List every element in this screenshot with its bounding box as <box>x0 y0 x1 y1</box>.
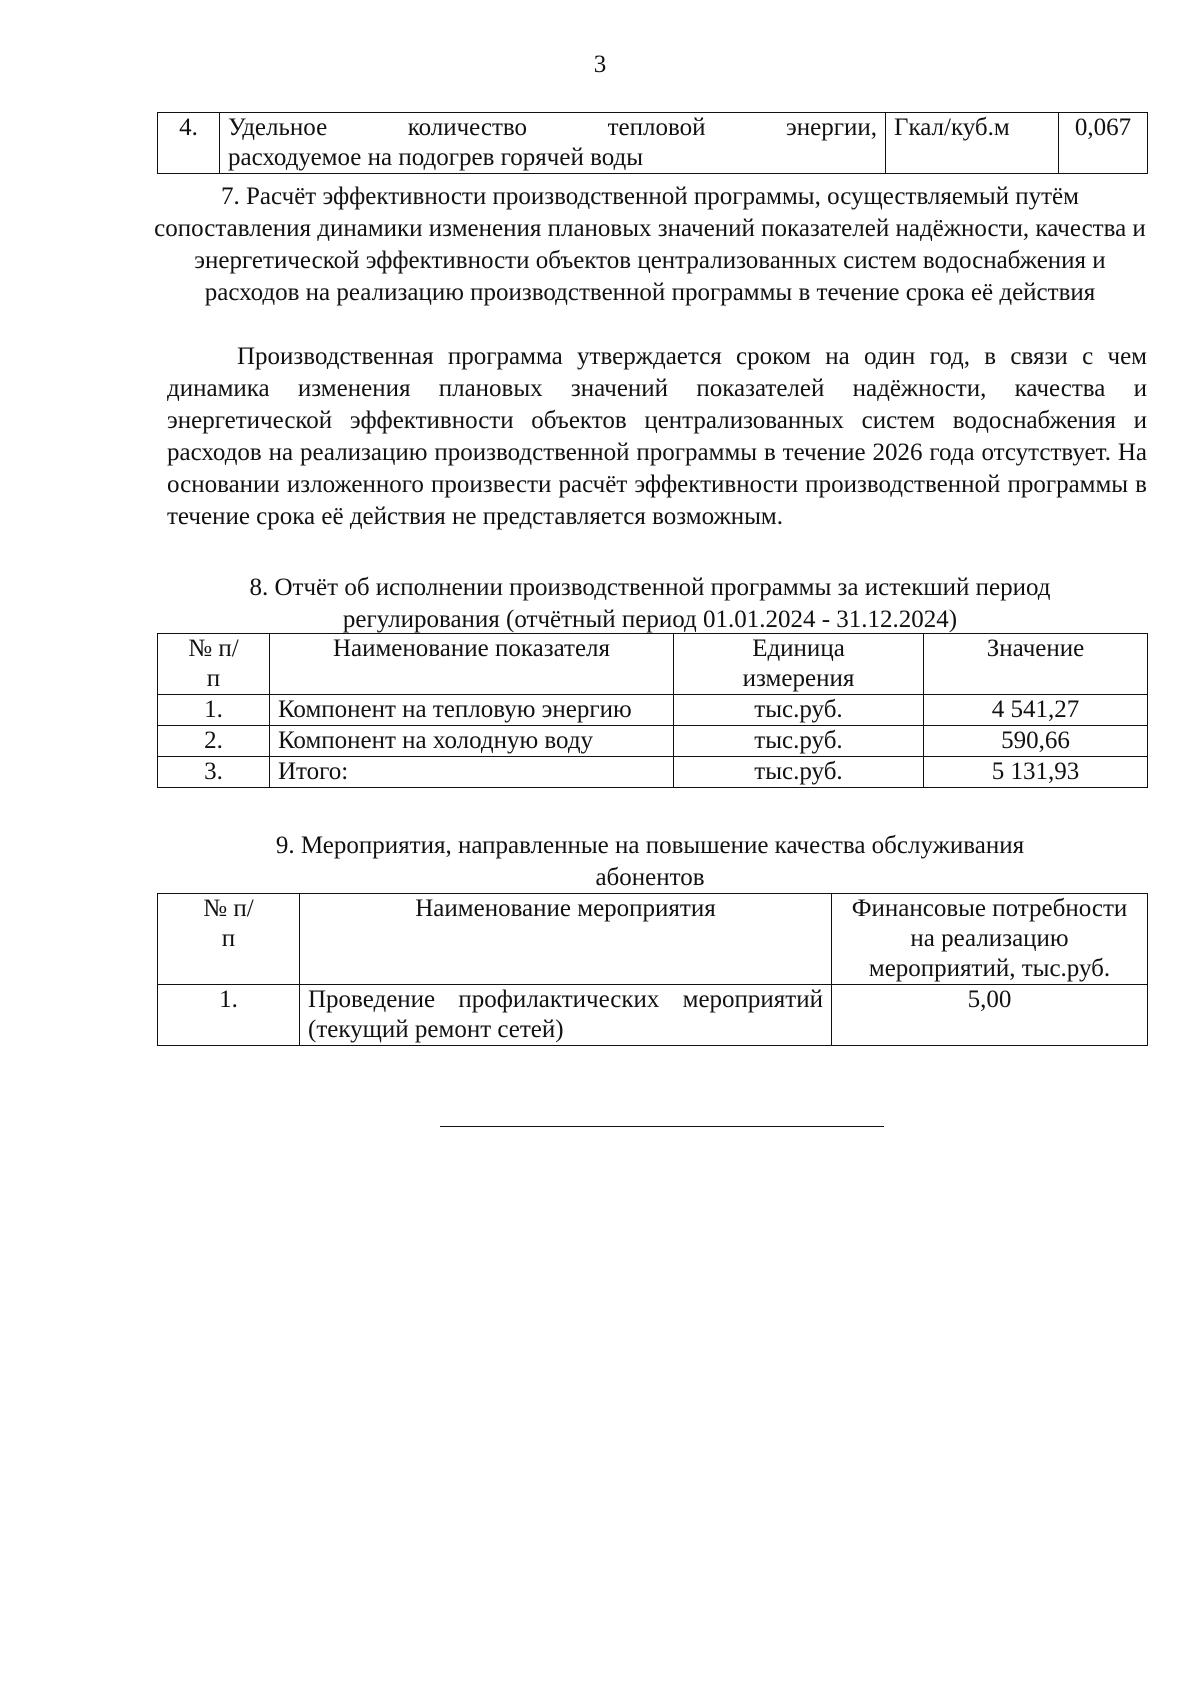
row-unit: тыс.руб. <box>674 726 924 757</box>
indicator-table-continued <box>157 112 1148 174</box>
section7-paragraph-text: Производственная программа утверждается сроком на один год, в связи с чем динамика изменения плановых значений показателей надёжности, качества и энергетической эффективности объектов централизованных систем водоснабжения и расходов на реализацию производственной программы в течение 2026 года отсутствует. На основании изложенного произвести расчёт эффективности производственной программы в течение срока её действия не представляется возможным. <box>167 343 1147 530</box>
end-rule <box>440 1126 884 1127</box>
row-unit: тыс.руб. <box>674 757 924 788</box>
indicator-name <box>220 113 886 174</box>
table-row <box>158 757 1148 788</box>
row-measure: Проведение профилактических мероприятий (текущий ремонт сетей) <box>300 985 832 1046</box>
header-value: Значение <box>924 634 1148 695</box>
measures-table <box>157 893 1148 1046</box>
table-header-row <box>158 894 1148 985</box>
row-name: Компонент на тепловую энергию <box>270 695 674 726</box>
row-number: 1. <box>158 985 300 1046</box>
table-row <box>158 113 1148 174</box>
section7-paragraph <box>167 341 1147 533</box>
table-header-row <box>158 634 1148 695</box>
row-number: 1. <box>158 695 270 726</box>
report-table <box>157 633 1148 788</box>
section7-heading: 7. Расчёт эффективности производственной программы, осуществляемый путём сопоставления динамики изменения плановых значений показателей надёжности, качества и энергетической эффективности объектов централизованных систем водоснабжения и расходов на реализацию производственной программы в течение срока её действия <box>154 183 1146 306</box>
table-row <box>158 695 1148 726</box>
indicator-name-line1: Удельное количество тепловой энергии, <box>228 114 877 141</box>
page-number: 3 <box>593 51 607 78</box>
row-name: Компонент на холодную воду <box>270 726 674 757</box>
indicator-unit: Гкал/куб.м <box>886 113 1059 174</box>
indicator-name-line2: расходуемое на подогрев горячей воды <box>228 144 644 171</box>
section8-heading: 8. Отчёт об исполнении производственной программы за истекший период регулирования (отчётный период 01.01.2024 - 31.12.2024) <box>249 574 1051 633</box>
header-financing: Финансовые потребности на реализацию мероприятий, тыс.руб. <box>832 894 1148 985</box>
row-number: 4. <box>158 113 220 174</box>
header-number: № п/п <box>158 634 270 695</box>
row-value: 4 541,27 <box>924 695 1148 726</box>
row-value: 590,66 <box>924 726 1148 757</box>
row-number: 3. <box>158 757 270 788</box>
row-value: 5 131,93 <box>924 757 1148 788</box>
row-unit: тыс.руб. <box>674 695 924 726</box>
indicator-value: 0,067 <box>1059 113 1148 174</box>
row-number: 2. <box>158 726 270 757</box>
table-row <box>158 985 1148 1046</box>
row-financing: 5,00 <box>832 985 1148 1046</box>
header-name: Наименование показателя <box>270 634 674 695</box>
header-measure: Наименование мероприятия <box>300 894 832 985</box>
row-name: Итого: <box>270 757 674 788</box>
table-row <box>158 726 1148 757</box>
section9-heading: 9. Мероприятия, направленные на повышение качества обслуживания абонентов <box>275 832 1025 891</box>
header-number: № п/п <box>158 894 300 985</box>
header-unit: Единица измерения <box>674 634 924 695</box>
